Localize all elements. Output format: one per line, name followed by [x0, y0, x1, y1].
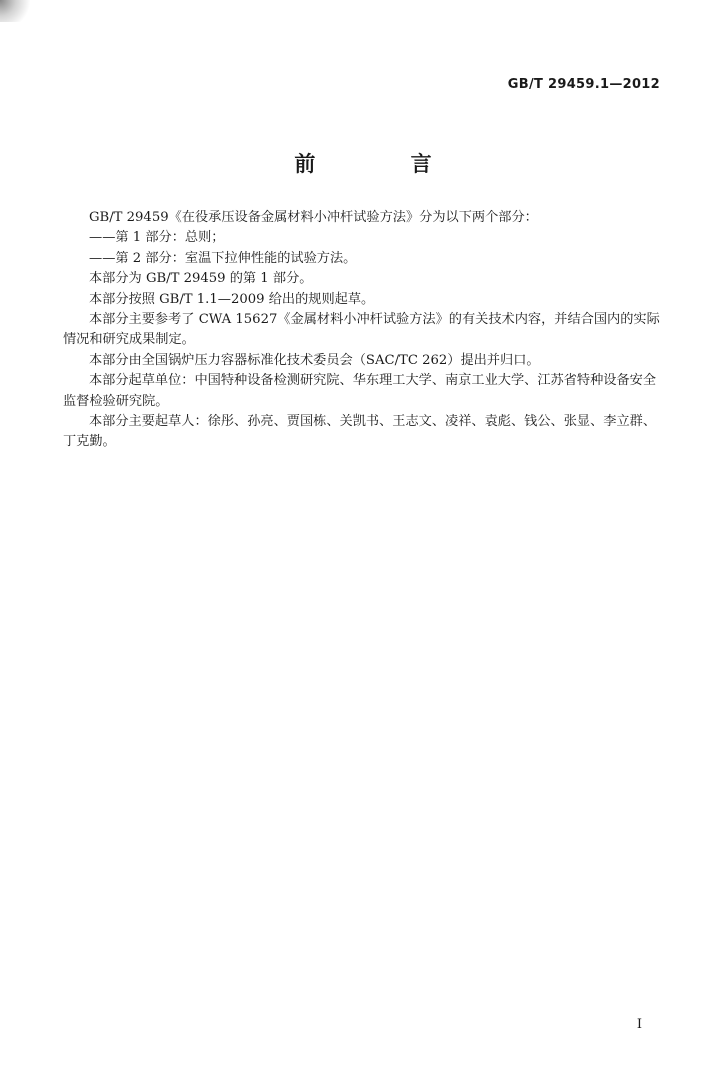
paragraph: GB/T 29459《在役承压设备金属材料小冲杆试验方法》分为以下两个部分： [89, 210, 538, 225]
scan-artifact [0, 0, 34, 22]
page-title: 前 言 [294, 152, 476, 176]
paragraph: 本部分起草单位：中国特种设备检测研究院、华东理工大学、南京工业大学、江苏省特种设备安全监督检验研究院。 [63, 373, 657, 409]
list-item: ——第 1 部分：总则； [89, 230, 225, 246]
paragraph: 本部分按照 GB/T 1.1—2009 给出的规则起草。 [89, 291, 375, 307]
foreword-body [63, 208, 663, 453]
paragraph: 本部分主要参考了 CWA 15627《金属材料小冲杆试验方法》的有关技术内容，并结合国内的实际情况和研究成果制定。 [63, 312, 660, 348]
paragraph: 本部分主要起草人：徐彤、孙亮、贾国栋、关凯书、王志文、凌祥、袁彪、钱公、张显、李立群、丁克勤。 [63, 414, 657, 450]
paragraph: 本部分由全国锅炉压力容器标准化技术委员会（SAC/TC 262）提出并归口。 [89, 352, 540, 368]
page-number: I [636, 1017, 642, 1032]
standard-number: GB/T 29459.1—2012 [507, 77, 660, 92]
list-item: ——第 2 部分：室温下拉伸性能的试验方法。 [89, 250, 357, 266]
paragraph: 本部分为 GB/T 29459 的第 1 部分。 [89, 271, 313, 287]
